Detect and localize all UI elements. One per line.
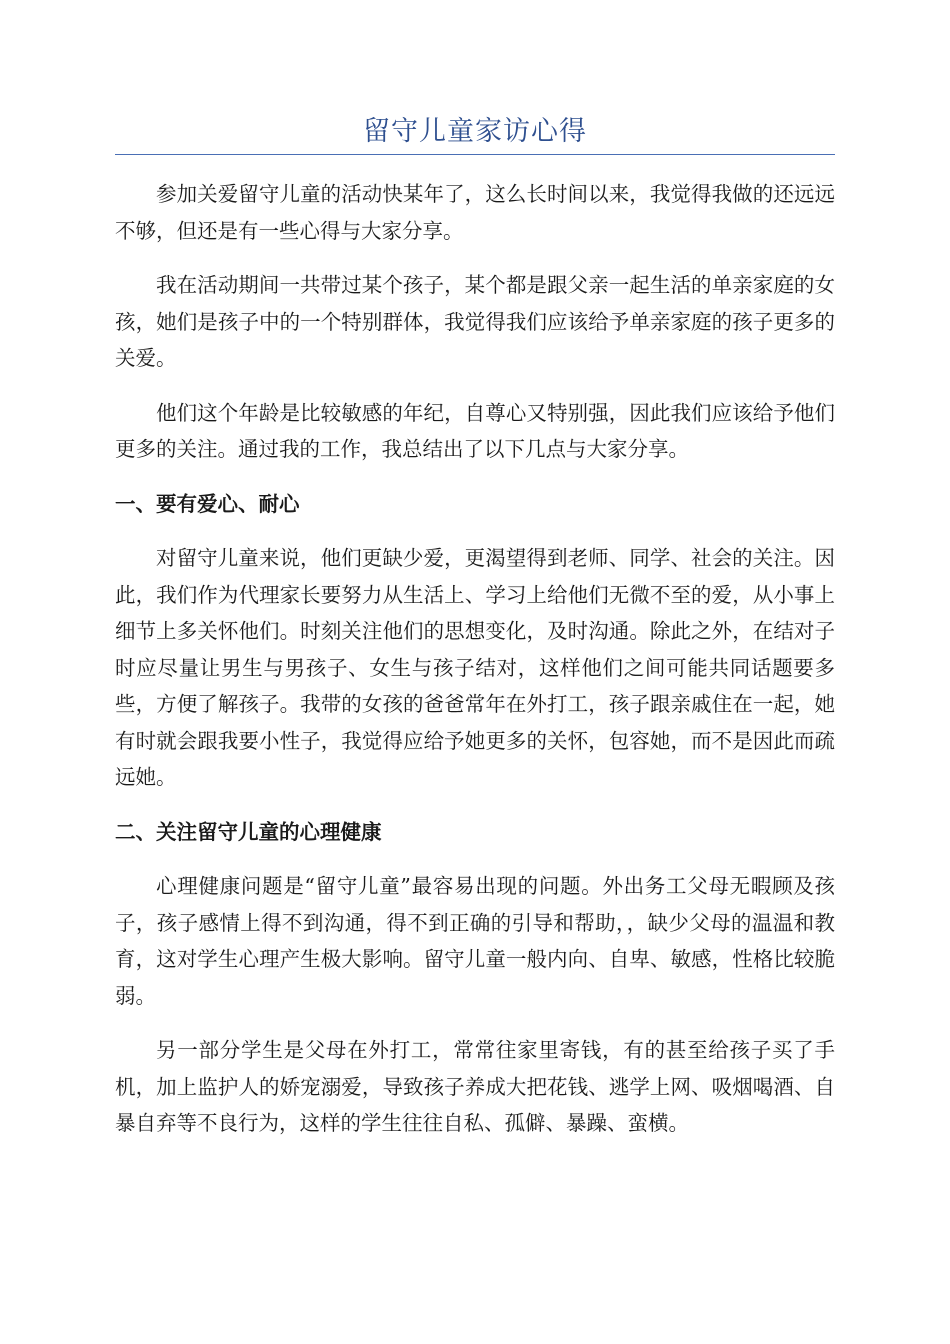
section-heading-2: 二、关注留守儿童的心理健康 [115, 819, 382, 844]
paragraph-section1-1: 对留守儿童来说，他们更缺少爱，更渴望得到老师、同学、社会的关注。因此，我们作为代理家长要努力从生活上、学习上给他们无微不至的爱，从小事上细节上多关怀他们。时刻关注他们的思想变化，及时沟通。除此之外，在结对子时应尽量让男生与男孩子、女生与孩子结对，这样他们之间可能共同话题要多些，方便了解孩子。我带的女孩的爸爸常年在外打工，孩子跟亲戚住在一起，她有时就会跟我要小性子，我觉得应给予她更多的关怀，包容她，而不是因此而疏远她。 [115, 546, 835, 789]
paragraph-intro-1: 参加关爱留守儿童的活动快某年了，这么长时间以来，我觉得我做的还远远不够，但还是有一些心得与大家分享。 [115, 182, 835, 243]
title-underline [115, 154, 835, 155]
paragraph-intro-2: 我在活动期间一共带过某个孩子，某个都是跟父亲一起生活的单亲家庭的女孩，她们是孩子中的一个特别群体，我觉得我们应该给予单亲家庭的孩子更多的关爱。 [115, 273, 835, 370]
paragraph-section2-1: 心理健康问题是“留守儿童”最容易出现的问题。外出务工父母无暇顾及孩子，孩子感情上得不到沟通，得不到正确的引导和帮助，，缺少父母的温温和教育，这对学生心理产生极大影响。留守儿童一般内向、自卑、敏感，性格比较脆弱。 [115, 874, 835, 1008]
document-body [115, 176, 835, 1160]
document-title: 留守儿童家访心得 [363, 116, 587, 147]
paragraph-intro-3: 他们这个年龄是比较敏感的年纪，自尊心又特别强，因此我们应该给予他们更多的关注。通过我的工作，我总结出了以下几点与大家分享。 [115, 400, 835, 461]
paragraph-section2-2: 另一部分学生是父母在外打工，常常往家里寄钱，有的甚至给孩子买了手机，加上监护人的娇宠溺爱，导致孩子养成大把花钱、逃学上网、吸烟喝酒、自暴自弃等不良行为，这样的学生往往自私、孤僻、暴躁、蛮横。 [115, 1038, 835, 1135]
section-heading-1: 一、要有爱心、耐心 [115, 491, 300, 516]
